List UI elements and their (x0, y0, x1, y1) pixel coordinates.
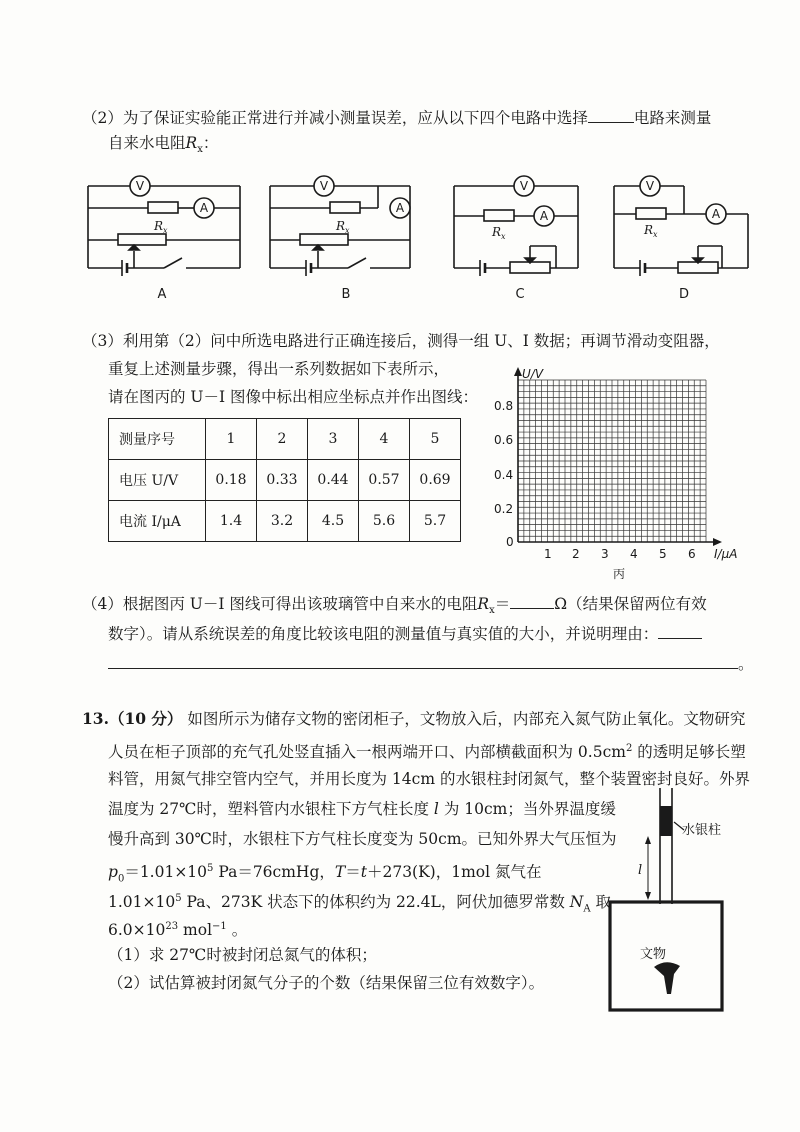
table-cell: 2 (257, 419, 308, 460)
q2-line-1 (82, 106, 711, 129)
q13-text: 。 (226, 921, 248, 940)
table-cell: 1.4 (206, 501, 257, 542)
q13-line-4 (108, 798, 616, 820)
q13-var-p0: p (108, 863, 118, 882)
q13-text: 1.01×10 (108, 893, 176, 912)
circuit-b-rx-label: $R_x$ (336, 219, 350, 235)
q4-reason-blank-long[interactable] (108, 652, 738, 669)
x-tick-label: 4 (630, 547, 638, 561)
cabinet-figure (600, 782, 750, 1022)
table-cell: 0.33 (257, 460, 308, 501)
q13-text: Pa、273K 状态下的体积约为 22.4L，阿伏加德罗常数 (181, 893, 570, 912)
q13-line-6 (108, 858, 542, 890)
q13-text: 人员在柜子顶部的充气孔处竖直插入一根两端开口、内部横截面积为 0.5cm (108, 743, 626, 762)
q13-text: 如图所示为储存文物的密闭柜子，文物放入后，内部充入氮气防止氧化。文物研究 (187, 710, 746, 728)
q4-resistance-blank[interactable] (510, 592, 554, 609)
q13-var-t: t (360, 863, 367, 882)
y-axis-arrow (514, 367, 522, 376)
question-number: 13.（10 分） (82, 709, 183, 728)
rx-symbol: R (477, 595, 490, 613)
q2-colon: ： (202, 134, 219, 152)
q13-text: ＝1.01×10 (124, 863, 208, 882)
q13-text: 的透明足够长塑 (632, 743, 746, 762)
q13-sub: A (583, 903, 591, 915)
x-tick-label: 3 (601, 547, 609, 561)
graph-caption: 丙 (613, 567, 626, 581)
q4-line-2 (108, 622, 702, 645)
q2-line-2 (108, 132, 218, 161)
circuit-a-label[interactable]: A (157, 287, 167, 302)
x-tick-label: 1 (544, 547, 552, 561)
table-header-serial: 测量序号 (109, 419, 206, 460)
table-row-serial (109, 419, 461, 460)
q2-text-2: 自来水电阻 (108, 134, 186, 152)
q3-line-3: 请在图丙的 U－I 图像中标出相应坐标点并作出图线： (108, 388, 479, 406)
q2-answer-blank[interactable] (588, 106, 634, 123)
y-tick-label: 0.8 (494, 399, 514, 413)
table-cell: 1 (206, 419, 257, 460)
x-tick-label: 2 (572, 547, 580, 561)
q4-text-end: Ω（结果保留两位有效 (554, 595, 707, 613)
q2-text: （2）为了保证实验能正常进行并减小测量误差，应从以下四个电路中选择 (82, 109, 588, 127)
rx-symbol: R (185, 134, 198, 152)
circuit-c-voltmeter: V (519, 179, 529, 193)
circuit-a-rx-label: $R_x$ (154, 219, 168, 235)
q13-text: 温度为 27℃时，塑料管内水银柱下方气柱长度 (108, 800, 434, 818)
q13-text: ＝ (345, 863, 361, 882)
q13-line-8 (108, 916, 247, 941)
circuit-c-rx-label: $R_x$ (492, 225, 506, 241)
x-tick-label: 5 (659, 547, 667, 561)
y-tick-label: 0.4 (494, 468, 514, 482)
origin-label: 0 (506, 535, 514, 549)
circuit-d-rx-label: $R_x$ (644, 223, 658, 239)
q13-line-2 (108, 738, 746, 763)
circuit-d-ammeter: A (711, 207, 721, 221)
equals-sign: ＝ (494, 595, 511, 613)
q13-text: 取 (590, 893, 611, 912)
q13-text: Pa＝76cmHg， (213, 863, 335, 882)
mercury-column (660, 806, 672, 836)
q13-sub: 0 (117, 873, 125, 885)
q2-text-end: 电路来测量 (633, 109, 712, 127)
q13-sup: −1 (212, 921, 227, 932)
q3-line-2: 重复上述测量步骤，得出一系列数据如下表所示， (108, 360, 450, 378)
circuit-b-ammeter: A (395, 201, 405, 215)
q13-sup: 2 (625, 743, 633, 754)
q13-text: ＋273(K)，1mol 氮气在 (366, 863, 542, 882)
circuit-c-ammeter: A (539, 209, 549, 223)
x-tick-label: 6 (688, 547, 696, 561)
rx-subscript: x (489, 605, 495, 617)
circuit-c (454, 186, 578, 276)
q13-text: 为 10cm；当外界温度缓 (438, 800, 616, 818)
q4-period: 。 (738, 655, 754, 673)
relic-label: 文物 (640, 947, 667, 962)
q13-text: 6.0×10 (108, 921, 166, 940)
q13-var-T: T (334, 863, 346, 882)
q13-text: mol (178, 921, 213, 940)
q13-var-N: N (569, 893, 584, 912)
graph-grid (518, 380, 706, 542)
data-table (108, 418, 461, 542)
table-cell: 0.69 (410, 460, 461, 501)
q3-line-1: （3）利用第（2）问中所选电路进行正确连接后，测得一组 U、I 数据；再调节滑动变阻器， (82, 332, 720, 350)
table-cell: 0.44 (308, 460, 359, 501)
table-row-voltage (109, 460, 461, 501)
table-cell: 5.7 (410, 501, 461, 542)
q4-text: （4）根据图丙 U－I 图线可得出该玻璃管中自来水的电阻 (82, 595, 478, 613)
table-header-current: 电流 I/μA (109, 501, 206, 542)
table-cell: 5 (410, 419, 461, 460)
table-cell: 4 (359, 419, 410, 460)
q13-sup: 23 (165, 921, 179, 932)
q4-line-1 (82, 592, 707, 622)
q13-line-1 (82, 708, 745, 730)
table-cell: 5.6 (359, 501, 410, 542)
table-row-current (109, 501, 461, 542)
u-i-graph[interactable] (484, 366, 784, 586)
x-axis-label: I/μA (714, 547, 738, 561)
q13-line-5: 慢升高到 30℃时，水银柱下方气柱长度变为 50cm。已知外界大气压恒为 (108, 830, 617, 848)
circuit-a-ammeter: A (199, 201, 209, 215)
q13-sub-question-1: （1）求 27℃时被封闭总氮气的体积； (108, 946, 377, 964)
table-cell: 3.2 (257, 501, 308, 542)
circuit-d (614, 186, 748, 276)
table-cell: 4.5 (308, 501, 359, 542)
circuit-d-voltmeter: V (645, 179, 655, 193)
circuit-diagrams (0, 168, 800, 328)
relic-icon (654, 962, 680, 994)
q4-text-2: 数字）。请从系统误差的角度比较该电阻的测量值与真实值的大小，并说明理由： (108, 625, 659, 643)
table-cell: 3 (308, 419, 359, 460)
table-cell: 0.18 (206, 460, 257, 501)
q13-sup: 5 (207, 863, 214, 874)
length-label: l (638, 863, 643, 878)
q13-sub-question-2: （2）试估算被封闭氮气分子的个数（结果保留三位有效数字）。 (108, 974, 545, 992)
y-axis-label: U/V (522, 367, 544, 381)
x-axis-arrow (713, 538, 722, 546)
circuit-b-label[interactable]: B (341, 287, 351, 302)
table-cell: 0.57 (359, 460, 410, 501)
rx-subscript: x (197, 144, 203, 156)
q13-line-3: 料管，用氮气排空管内空气，并用长度为 14cm 的水银柱封闭氮气，整个装置密封良好。外界 (108, 770, 750, 788)
y-tick-label: 0.2 (494, 502, 514, 516)
q4-reason-blank[interactable] (658, 622, 702, 639)
y-tick-label: 0.6 (494, 433, 514, 447)
circuit-d-label[interactable]: D (678, 287, 690, 302)
mercury-label: 水银柱 (682, 823, 722, 838)
circuit-b-voltmeter: V (319, 179, 329, 193)
q13-sup: 5 (175, 893, 182, 904)
circuit-a-voltmeter: V (135, 179, 145, 193)
q4-line-3 (108, 652, 754, 675)
q13-var-l: l (433, 800, 439, 818)
table-header-voltage: 电压 U/V (109, 460, 206, 501)
circuit-c-label[interactable]: C (515, 287, 525, 302)
